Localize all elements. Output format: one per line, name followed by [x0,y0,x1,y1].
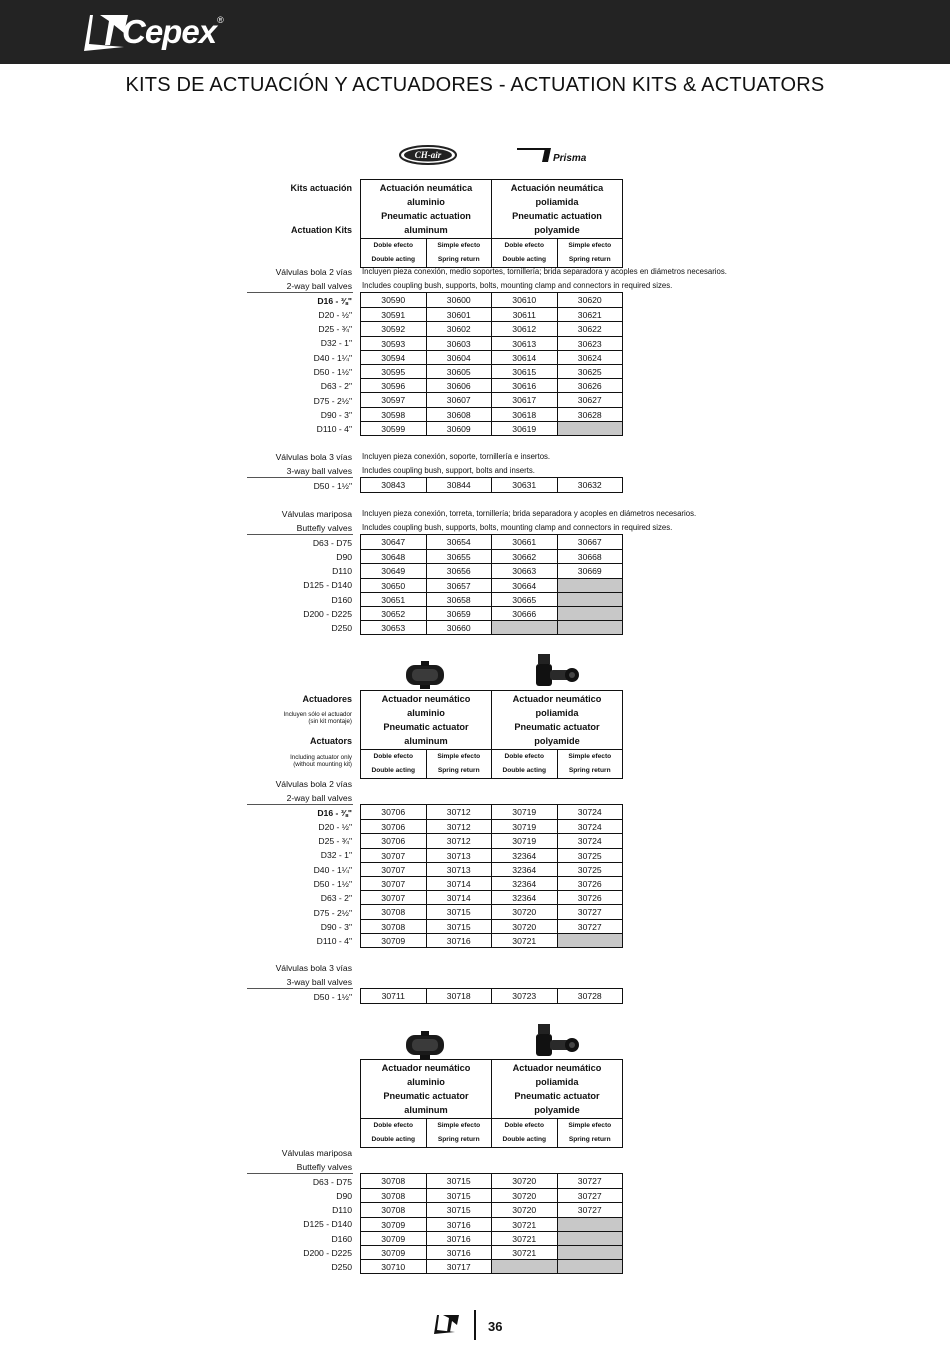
table-row [361,336,622,350]
table-cell: 32364 [491,891,557,904]
ch-air-logo-text: CH-air [414,150,442,160]
table-cell: 30723 [491,989,557,1003]
table-cell: 30602 [426,322,492,335]
actuators-label-es: Actuadores [302,694,352,704]
size-label: D110 [332,566,352,577]
table-row [361,989,622,1003]
size-label: D110 - 4" [316,936,352,947]
table-cell: 30716 [426,1246,492,1259]
table-row [361,407,622,421]
polyamide-actuator-icon [528,652,580,690]
size-label: D50 - 1½" [313,367,352,377]
table-cell: 30622 [557,322,623,335]
table-row [361,1188,622,1202]
table-cell: 30604 [426,351,492,364]
actuators-note-es-2: (sin kit montaje) [308,718,352,725]
table-cell: 30666 [491,607,557,620]
size-label: D50 - 1½" [313,480,352,491]
table-cell: 30616 [491,379,557,392]
cepex-footer-mark-icon [433,1313,461,1335]
kits-g1-note-es: Incluyen pieza conexión, medio soportes, tornillería; brida separadora y acoples en diámetros necesarios. [362,267,727,276]
table-cell: 30669 [557,564,623,577]
table-cell: 30598 [381,409,406,420]
table-cell [557,1246,623,1259]
actuators-note-en-1: Including actuator only [290,754,352,761]
table-cell: 30627 [557,393,623,406]
table-cell: 30721 [491,1218,557,1231]
table-cell: 30652 [381,608,406,619]
table-cell: 30655 [426,550,492,563]
table-cell: 30715 [426,1203,492,1216]
table-cell: 30647 [381,537,406,547]
kits-g3-table [360,534,623,635]
table-cell: 30596 [381,381,406,392]
table-row [361,321,622,335]
table-cell: 30603 [426,337,492,350]
actuators-g2-name-es: Válvulas bola 3 vías [275,963,352,973]
actuators-subheader: Doble efecto Double acting Simple efecto Spring return Doble efecto Double acting Simple efecto Spring return [361,750,622,778]
size-label: D63 - 2" [320,381,352,392]
table-row [361,833,622,847]
actuators2-subheader: Doble efecto Double acting Simple efecto Spring return Doble efecto Double acting Simple efecto Spring return [361,1119,622,1147]
table-row [361,563,622,577]
actuators-g1-name-es: Válvulas bola 2 vías [275,779,352,789]
polyamide-actuator-icon [528,1022,580,1060]
kits-g2-table [360,477,623,493]
kits-g3-name-en: Buttefly valves [296,523,352,533]
table-cell: 30726 [557,877,623,890]
table-cell: 30707 [381,850,406,861]
table-cell: 30715 [426,1174,492,1188]
table-cell: 30724 [557,834,623,847]
table-cell: 30661 [491,535,557,549]
kits-g1-table [360,292,623,436]
table-cell: 30617 [491,393,557,406]
table-row [361,919,622,933]
table-cell: 30727 [557,920,623,933]
kits-g1-name-en: 2-way ball valves [286,281,352,291]
table-cell: 30716 [426,1232,492,1245]
size-label: D50 - 1½" [313,991,352,1002]
table-cell [491,1260,557,1273]
cepex-logo-text: Cepex [122,13,217,50]
table-cell: 30712 [426,805,492,819]
table-cell: 30725 [557,849,623,862]
table-cell: 30619 [491,422,557,435]
table-cell: 30707 [381,864,406,875]
table-cell: 30665 [491,593,557,606]
table-cell: 30621 [557,308,623,321]
size-label: D110 [332,1205,352,1216]
table-cell: 30714 [426,877,492,890]
table-cell: 32364 [491,849,557,862]
kits-label-es: Kits actuación [290,183,352,193]
table-cell: 30708 [381,1191,406,1202]
table-cell: 30720 [491,1174,557,1188]
table-cell: 30667 [557,535,623,549]
table-row [361,392,622,406]
table-row [361,805,622,819]
actuators-g2-name-en: 3-way ball valves [286,977,352,987]
table-cell: 30654 [426,535,492,549]
ch-air-logo [398,144,458,166]
kits-col-polyamide: Actuación neumática poliamida Pneumatic actuation polyamide [491,180,622,238]
table-cell: 30708 [381,907,406,918]
table-cell: 30720 [491,1189,557,1202]
table-cell: 30721 [491,1246,557,1259]
table-cell: 32364 [491,863,557,876]
aluminum-actuator-icon [402,1030,448,1060]
table-cell: 30706 [381,822,406,833]
table-cell: 30650 [381,580,406,591]
table-cell: 30595 [381,366,406,377]
table-cell: 30715 [426,920,492,933]
table-cell: 30612 [491,322,557,335]
size-label: D16 - ⅜" [317,807,352,818]
kits-col-aluminum: Actuación neumática aluminio Pneumatic actuation aluminum [379,183,473,235]
kits-g3-note-en: Includes coupling bush, supports, bolts, mounting clamp and connectors in required sizes. [362,523,673,532]
table-cell: 30615 [491,365,557,378]
actuators2-g1-name-es: Válvulas mariposa [281,1148,352,1158]
table-cell [557,1218,623,1231]
table-cell [557,1232,623,1245]
table-cell: 30606 [426,379,492,392]
size-label: D20 - ½" [318,309,352,320]
table-row [361,421,622,435]
table-cell [557,593,623,606]
table-row [361,890,622,904]
actuators-g1-table [360,804,623,948]
actuators2-header [360,1059,623,1148]
actuators-g2-table [360,988,623,1004]
size-label: D75 - 2½" [313,907,352,918]
table-cell: 30660 [426,621,492,634]
table-cell: 30599 [381,423,406,434]
table-row [361,578,622,592]
table-cell: 30708 [381,1176,406,1186]
table-row [361,1202,622,1216]
table-cell: 30721 [491,1232,557,1245]
table-cell: 30724 [557,805,623,819]
size-label: D32 - 1" [320,338,352,349]
actuators-note-es-1: Incluyen sólo el actuador [283,711,352,718]
table-cell: 30656 [426,564,492,577]
table-cell: 30720 [491,920,557,933]
actuators-g1-name-en: 2-way ball valves [286,793,352,803]
actuators-note-en-2: (without mounting kit) [293,761,352,768]
table-cell: 30708 [381,921,406,932]
registered-mark: ® [217,15,224,25]
actuators2-col-aluminum: Actuador neumático aluminio Pneumatic actuator aluminum [381,1063,471,1115]
table-cell: 30659 [426,607,492,620]
table-row [361,1231,622,1245]
table-row [361,933,622,947]
size-label: D250 [331,623,352,634]
actuators-header [360,690,623,779]
size-label: D90 - 3" [320,409,352,420]
table-cell: 32364 [491,877,557,890]
table-cell: 30590 [381,295,406,305]
table-cell: 30710 [381,1262,406,1273]
table-cell: 30663 [491,564,557,577]
table-cell: 30713 [426,849,492,862]
table-cell: 30709 [381,935,406,946]
table-cell: 30844 [426,478,492,492]
aluminum-actuator-icon [402,660,448,690]
size-label: D63 - D75 [312,1176,352,1187]
size-label: D90 [336,1190,352,1201]
table-cell: 30719 [491,805,557,819]
table-cell: 30649 [381,566,406,577]
table-cell: 30623 [557,337,623,350]
prisma-logo [515,145,587,165]
table-cell: 30711 [381,991,405,1001]
table-cell: 30728 [557,989,623,1003]
size-label: D40 - 1¼" [313,864,352,875]
size-label: D250 [331,1262,352,1273]
page-number: 36 [488,1319,503,1334]
kits-g2-note-en: Includes coupling bush, support, bolts and inserts. [362,466,535,475]
size-label: D125 - D140 [303,580,352,591]
kits-g2-name-en: 3-way ball valves [286,466,352,476]
table-cell [557,579,623,592]
size-label: D160 [331,594,352,605]
table-cell: 30714 [426,891,492,904]
table-cell: 30707 [381,893,406,904]
table-cell: 30631 [491,478,557,492]
table-row [361,848,622,862]
table-cell: 30720 [491,905,557,918]
table-cell: 30610 [491,293,557,307]
actuators2-g1-name-en: Buttefly valves [296,1162,352,1172]
table-cell: 30727 [557,1189,623,1202]
table-cell: 30620 [557,293,623,307]
table-cell [557,607,623,620]
kits-subheader: Doble efecto Double acting Simple efecto Spring return Doble efecto Double acting Simple efecto Spring return [361,239,622,267]
table-cell: 30618 [491,408,557,421]
table-cell: 30720 [491,1203,557,1216]
table-cell: 30709 [381,1247,406,1258]
table-row [361,620,622,634]
table-row [361,1245,622,1259]
table-cell: 30625 [557,365,623,378]
page-title: KITS DE ACTUACIÓN Y ACTUADORES - ACTUATION KITS & ACTUATORS [125,74,825,96]
table-cell: 30608 [426,408,492,421]
table-cell: 30726 [557,891,623,904]
table-cell: 30611 [491,308,557,321]
size-label: D200 - D225 [303,609,352,619]
table-cell: 30613 [491,337,557,350]
table-row [361,1259,622,1273]
table-cell: 30712 [426,834,492,847]
size-label: D200 - D225 [303,1248,352,1258]
kits-label-en: Actuation Kits [290,225,352,235]
size-label: D110 - 4" [316,424,352,435]
size-label: D50 - 1½" [313,879,352,889]
table-cell: 30658 [426,593,492,606]
table-cell: 30593 [381,338,406,349]
table-cell: 30626 [557,379,623,392]
table-row [361,606,622,620]
table-row [361,876,622,890]
table-cell: 30594 [381,352,406,363]
table-cell: 30706 [381,807,406,817]
size-label: D63 - 2" [320,893,352,904]
actuators2-g1-table [360,1173,623,1274]
table-cell: 30651 [381,594,406,605]
table-row [361,307,622,321]
table-cell: 30607 [426,393,492,406]
table-cell: 30721 [491,934,557,947]
table-row [361,549,622,563]
table-cell: 30664 [491,579,557,592]
table-cell: 30708 [381,1205,406,1216]
header-bar [0,0,950,64]
kits-g2-note-es: Incluyen pieza conexión, soporte, tornillería e insertos. [362,452,551,461]
kits-g3-name-es: Válvulas mariposa [281,509,352,519]
size-label: D75 - 2½" [313,395,352,406]
kits-g3-note-es: Incluyen pieza conexión, torreta, tornillería; brida separadora y acoples en diámetros necesarios. [362,509,697,518]
table-row [361,904,622,918]
actuators2-col-polyamide: Actuador neumático poliamida Pneumatic actuator polyamide [491,1060,622,1118]
table-cell: 30725 [557,863,623,876]
table-cell: 30707 [381,878,406,889]
footer-divider [474,1310,476,1340]
table-cell: 30628 [557,408,623,421]
table-cell: 30716 [426,1218,492,1231]
table-row [361,378,622,392]
table-cell: 30718 [426,989,492,1003]
table-row [361,535,622,549]
size-label: D40 - 1¼" [313,352,352,363]
size-label: D125 - D140 [303,1219,352,1230]
actuators-col-aluminum: Actuador neumático aluminio Pneumatic actuator aluminum [381,694,471,746]
table-cell: 30668 [557,550,623,563]
table-cell: 30717 [426,1260,492,1273]
table-cell: 30706 [381,836,406,847]
kits-g2-name-es: Válvulas bola 3 vías [275,452,352,462]
table-cell: 30653 [381,623,406,634]
table-row [361,478,622,492]
table-cell: 30727 [557,905,623,918]
cepex-logo [80,10,224,54]
table-cell: 30724 [557,820,623,833]
table-row [361,350,622,364]
table-cell: 30605 [426,365,492,378]
table-cell [491,621,557,634]
table-row [361,364,622,378]
table-cell: 30648 [381,552,406,563]
table-row [361,819,622,833]
table-cell: 30657 [426,579,492,592]
actuators-label-en: Actuators [309,736,352,746]
table-cell [557,1260,623,1273]
table-cell: 30609 [426,422,492,435]
size-label: D90 - 3" [320,921,352,932]
table-cell: 30719 [491,820,557,833]
actuators-col-polyamide: Actuador neumático poliamida Pneumatic actuator polyamide [491,691,622,749]
table-cell: 30601 [426,308,492,321]
table-cell: 30715 [426,905,492,918]
prisma-logo-text: Prisma [553,153,587,164]
table-cell: 30727 [557,1174,623,1188]
table-cell: 30632 [557,478,623,492]
size-label: D32 - 1" [320,850,352,861]
table-cell: 30713 [426,863,492,876]
kits-g1-note-en: Includes coupling bush, supports, bolts, mounting clamp and connectors in required sizes. [362,281,673,290]
table-cell: 30712 [426,820,492,833]
kits-header [360,179,623,268]
table-cell: 30614 [491,351,557,364]
table-cell: 30727 [557,1203,623,1216]
table-row [361,1217,622,1231]
table-cell: 30600 [426,293,492,307]
table-cell [557,621,623,634]
table-cell: 30716 [426,934,492,947]
table-cell: 30709 [381,1233,406,1244]
table-cell: 30592 [381,324,406,335]
table-cell [557,422,623,435]
table-cell: 30843 [381,480,406,490]
size-label: D25 - ¾" [318,836,352,847]
table-cell: 30591 [381,310,406,321]
table-cell: 30715 [426,1189,492,1202]
table-row [361,293,622,307]
table-cell [557,934,623,947]
table-row [361,1174,622,1188]
size-label: D63 - D75 [312,537,352,548]
size-label: D25 - ¾" [318,324,352,335]
table-cell: 30719 [491,834,557,847]
table-cell: 30624 [557,351,623,364]
table-cell: 30597 [381,395,406,406]
size-label: D160 [331,1233,352,1244]
table-cell: 30709 [381,1219,406,1230]
kits-g1-name-es: Válvulas bola 2 vías [275,267,352,277]
table-row [361,592,622,606]
size-label: D90 [336,551,352,562]
table-cell: 30662 [491,550,557,563]
size-label: D16 - ⅜" [317,295,352,306]
size-label: D20 - ½" [318,821,352,832]
table-row [361,862,622,876]
